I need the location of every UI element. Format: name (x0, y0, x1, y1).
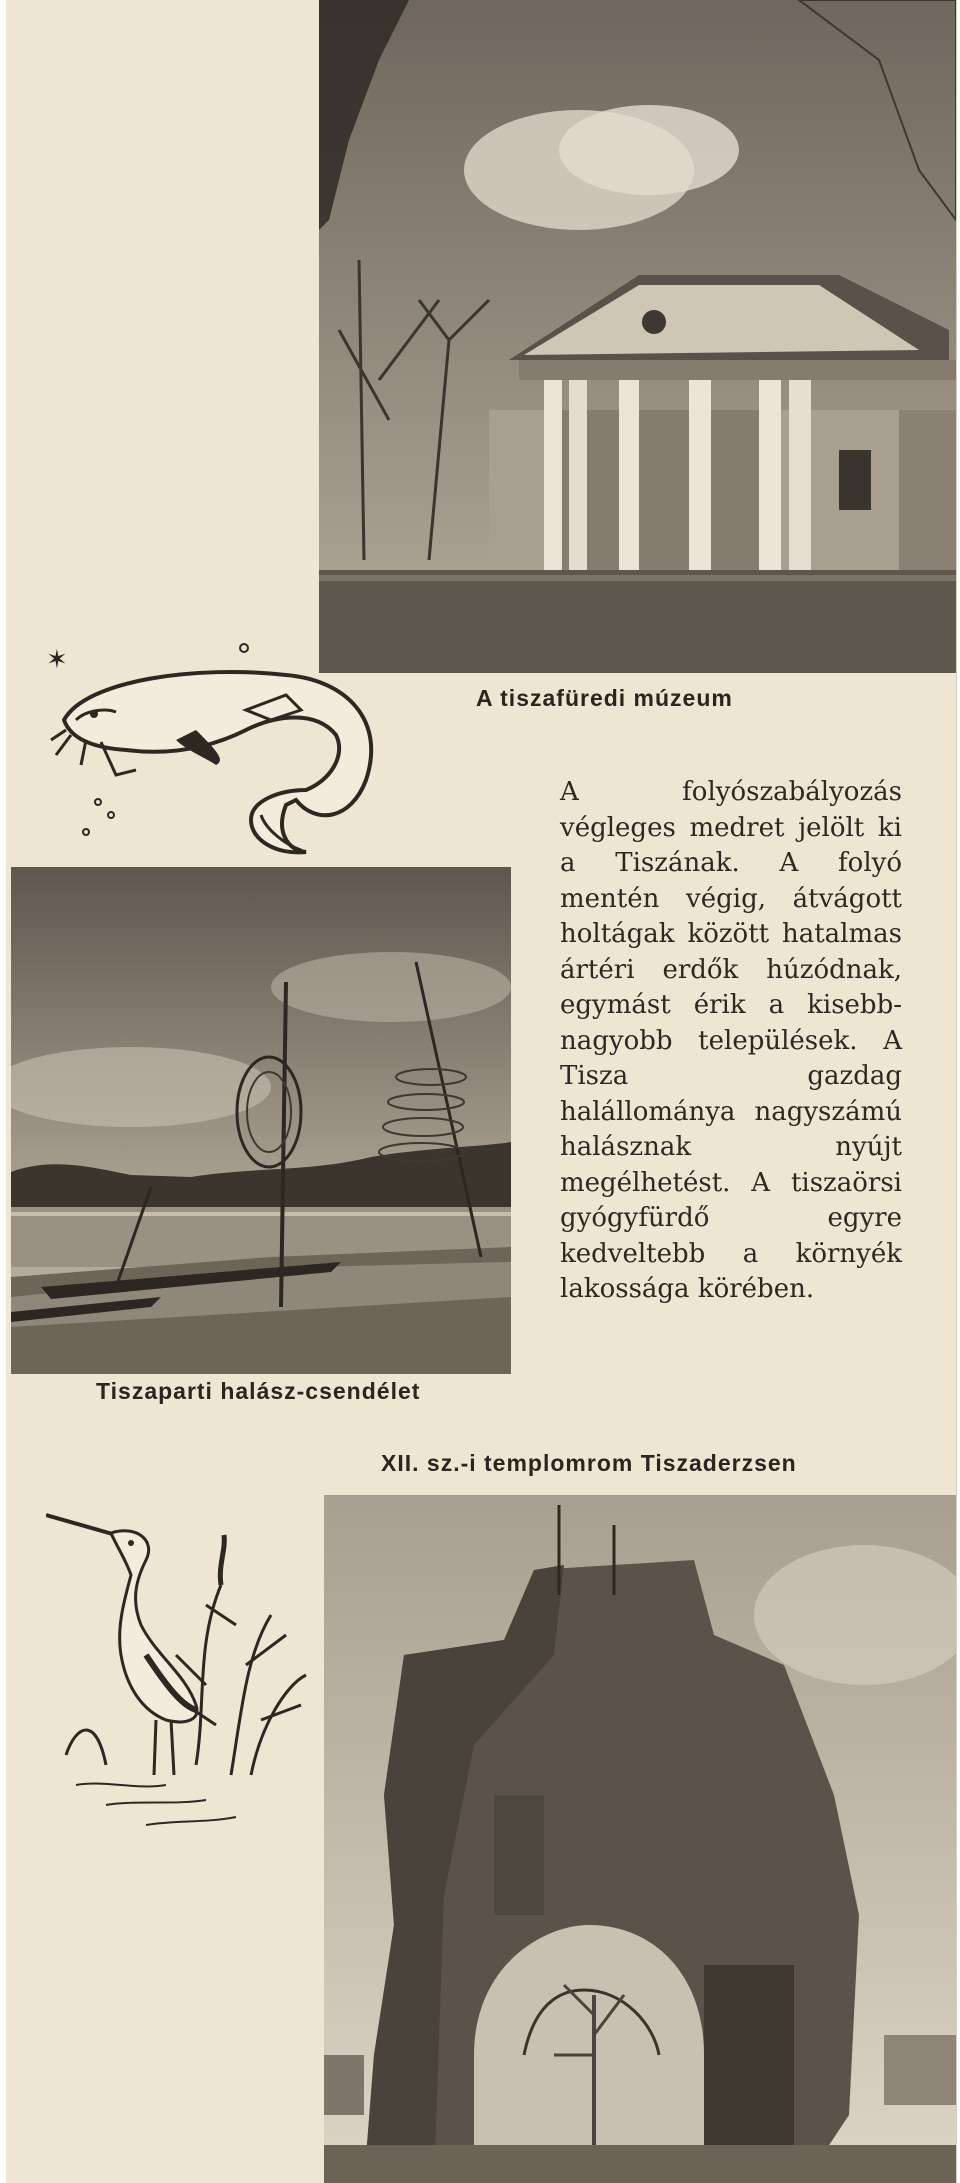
brochure-page (6, 0, 957, 2183)
heron-drawing (46, 1505, 316, 1835)
museum-caption: A tiszafüredi múzeum (476, 685, 733, 711)
catfish-drawing (46, 640, 396, 860)
fishermen-caption: Tiszaparti halász-csendélet (96, 1378, 421, 1404)
church-caption: XII. sz.-i templomrom Tiszaderzsen (381, 1450, 797, 1476)
body-paragraph: A folyószabályozás végleges medret jelölt ki a Tiszának. A folyó mentén végig, átvágott holtágak között hatalmas ártéri erdők húzódnak, egymást érik a kisebb-nagyobb települések. A Tisza gazdag halállománya nagyszámú halásznak nyújt megélhetést. A tiszaörsi gyógyfürdő egyre kedveltebb a környék lakossága körében. (560, 777, 902, 1304)
river-photo (11, 867, 511, 1374)
museum-photo (319, 0, 956, 673)
svg-text:✶: ✶ (46, 645, 68, 675)
church-ruin-photo (324, 1495, 956, 2183)
